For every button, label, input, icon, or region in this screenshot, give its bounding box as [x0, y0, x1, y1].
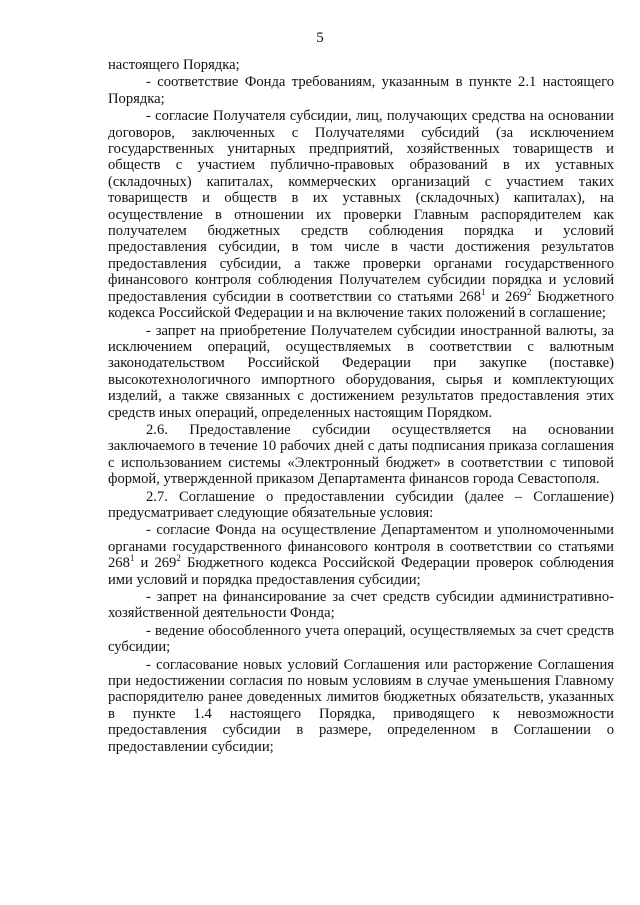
paragraph: - ведение обособленного учета операций, осуществляемых за счет средств субсидии; [108, 622, 614, 656]
body-text [108, 57, 614, 755]
page-number: 5 [316, 30, 324, 46]
paragraph: - согласие Фонда на осуществление Департаментом и уполномоченными органами государственного финансового контроля в соответствии со статьями $268^1$ и $269^2$ Бюджетного кодекса Российской Федерации проверок соблюдения ими условий и порядка предоставления субсидии; [108, 522, 615, 588]
paragraph: настоящего Порядка; [108, 57, 240, 73]
paragraph: - соответствие Фонда требованиям, указанным в пункте 2.1 настоящего Порядка; [108, 74, 614, 107]
paragraph: 2.7. Соглашение о предоставлении субсидии (далее – Соглашение) предусматривает следующие обязательные условия: [108, 488, 614, 521]
paragraph: - согласие Получателя субсидии, лиц, получающих средства на основании договоров, заключенных с Получателями субсидий (за исключением государственных унитарных предприятий, хозяйственных товариществ и обществ с участием публично-правовых образований в их уставных (складочных) капиталах, коммерческих организаций с участием таких товариществ и обществ в их уставных (складочных) капиталах), на осуществление в отношении их проверки Главным распорядителем как получателем бюджетных средств соблюдения порядка и условий предоставления субсидии, в том числе в части достижения результатов предоставления субсидии, а также проверки органами государственного финансового контроля соблюдения Получателем субсидии порядка и условий предоставления субсидии в соответствии со статьями $268^1$ и $269^2$ Бюджетного кодекса Российской Федерации и на включение таких положений в соглашение; [108, 108, 615, 322]
paragraph: - запрет на финансирование за счет средств субсидии административно-хозяйственной деятельности Фонда; [108, 589, 614, 622]
paragraph: 2.6. Предоставление субсидии осуществляется на основании заключаемого в течение 10 рабочих дней с даты подписания приказа соглашения с использованием системы «Электронный бюджет» в соответствии с типовой формой, утвержденной приказом Департамента финансов города Севастополя. [108, 421, 614, 488]
paragraph: - согласование новых условий Соглашения или расторжение Соглашения при недостижении согласия по новым условиям в случае уменьшения Главному распорядителю ранее доведенных лимитов бюджетных обязательств, указанных в пункте 1.4 настоящего Порядка, приводящего к невозможности предоставления субсидии в размере, определенном в Соглашении о предоставлении субсидии; [108, 656, 614, 755]
paragraph: - запрет на приобретение Получателем субсидии иностранной валюты, за исключением операций, осуществляемых в соответствии с валютным законодательством Российской Федерации при закупке (поставке) высокотехнологичного импортного оборудования, сырья и комплектующих изделий, а также связанных с достижением результатов предоставления этих средств иных операций, определенных настоящим Порядком. [108, 322, 614, 421]
